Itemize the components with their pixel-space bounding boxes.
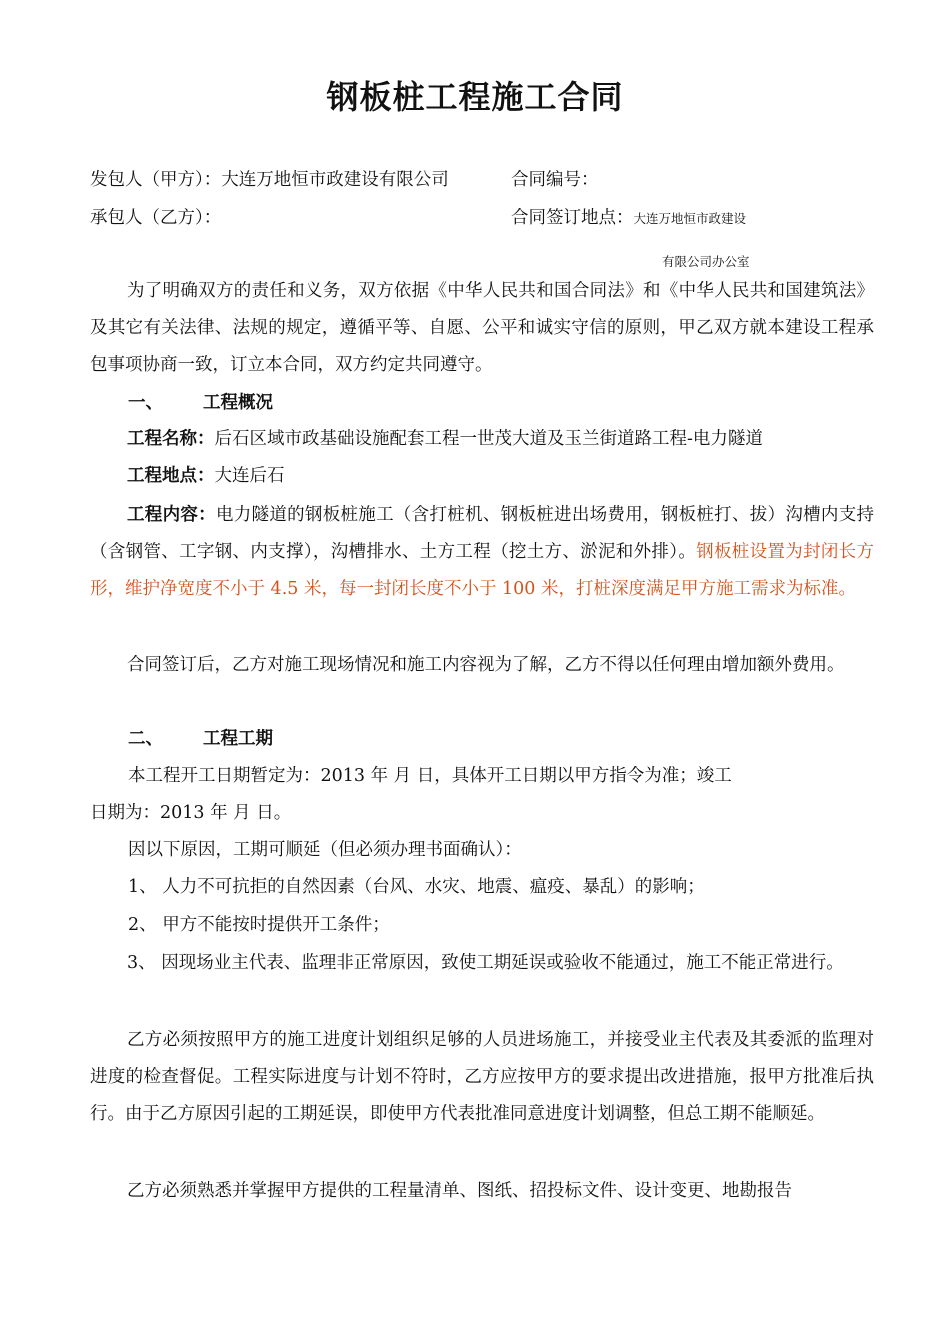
project-content-value: 电力隧道的钢板桩施工（含打桩机、钢板桩进出场费用，钢板桩打、拔）沟槽内支持（含钢管、工字钢、内支撑），沟槽排水、土方工程（挖土方、淤泥和外排）。: [90, 505, 875, 562]
familiar-documents-paragraph: 乙方必须熟悉并掌握甲方提供的工程量清单、图纸、招投标文件、设计变更、地勘报告: [127, 1181, 792, 1201]
schedule-paragraph: 乙方必须按照甲方的施工进度计划组织足够的人员进场施工，并接受业主代表及其委派的监理对进度的检查督促。工程实际进度与计划不符时，乙方应按甲方的要求提出改进措施，报甲方批准后执行。由于乙方原因引起的工期延误，即使甲方代表批准同意进度计划调整，但总工期不能顺延。: [90, 1030, 874, 1124]
sign-place-value-1: 大连万地恒市政建设: [633, 211, 747, 226]
party-a-line: [90, 168, 449, 192]
project-name-paragraph: [90, 421, 874, 458]
project-content-paragraph: [90, 497, 874, 608]
sign-place-label: 合同签订地点：: [511, 208, 634, 228]
project-content-label: 工程内容：: [127, 505, 216, 525]
project-place-label: 工程地点：: [127, 466, 215, 486]
project-place-value: 大连后石: [214, 466, 285, 486]
party-a-label: 发包人（甲方）：: [90, 170, 222, 190]
end-date-line: 日期为：2013 年 月 日。: [90, 803, 292, 823]
contract-number-label: 合同编号：: [511, 170, 599, 190]
section-2-number: 二、: [128, 729, 163, 749]
after-sign-paragraph: 合同签订后，乙方对施工现场情况和施工内容视为了解，乙方不得以任何理由增加额外费用。: [127, 655, 845, 675]
document-title: 钢板桩工程施工合同: [326, 78, 624, 116]
project-name-value: 后石区域市政基础设施配套工程一世茂大道及玉兰街道路工程-电力隧道: [214, 429, 763, 449]
extension-reasons-intro: 因以下原因，工期可顺延（但必须办理书面确认）：: [128, 840, 522, 860]
project-name-label: 工程名称：: [127, 429, 215, 449]
sheet-pile-requirement: 钢板桩设置为封闭长方形，维护净宽度不小于 4.5 米，每一封闭长度不小于 100 米，打桩深度满足甲方施工需求为标准。: [90, 542, 875, 599]
intro-paragraph: 为了明确双方的责任和义务，双方依据《中华人民共和国合同法》和《中华人民共和国建筑法》及其它有关法律、法规的规定，遵循平等、自愿、公平和诚实守信的原则，甲乙双方就本建设工程承包事项协商一致，订立本合同，双方约定共同遵守。: [90, 281, 874, 375]
project-place-paragraph: [90, 458, 874, 495]
party-b-label: 承包人（乙方）：: [90, 208, 222, 228]
reason-item-1: 1、 人力不可抗拒的自然因素（台风、水灾、地震、瘟疫、暴乱）的影响；: [128, 877, 705, 897]
reason-item-2: 2、 甲方不能按时提供开工条件；: [128, 915, 390, 935]
section-1-number: 一、: [128, 393, 163, 413]
start-date-line: 本工程开工日期暂定为：2013 年 月 日，具体开工日期以甲方指令为准；竣工: [128, 766, 732, 786]
party-a-value: 大连万地恒市政建设有限公司: [221, 170, 449, 190]
sign-place-value-2: 有限公司办公室: [662, 254, 750, 269]
reason-item-3: 3、 因现场业主代表、监理非正常原因，致使工期延误或验收不能通过，施工不能正常进行。: [127, 953, 844, 973]
sign-place-line: [511, 206, 746, 231]
section-1-heading: 工程概况: [203, 393, 273, 413]
section-2-heading: 工程工期: [203, 729, 273, 749]
